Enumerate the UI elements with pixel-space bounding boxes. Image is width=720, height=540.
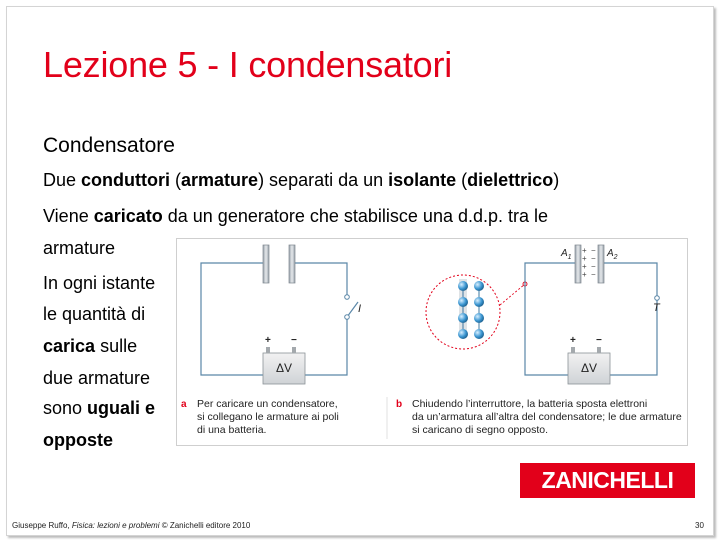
plus-sign: + — [582, 254, 587, 263]
plate-a1 — [263, 245, 269, 283]
switch-b-contact — [655, 296, 660, 301]
text-run: sono — [43, 398, 88, 418]
battery-terminal — [571, 347, 575, 353]
charging-line — [43, 206, 548, 227]
plus-sign: + — [582, 270, 587, 279]
page-number: 30 — [695, 521, 704, 530]
plus-sign: + — [265, 335, 271, 346]
side-text-3 — [43, 336, 137, 357]
side-text-6 — [43, 430, 113, 451]
bold-term: opposte — [43, 430, 113, 450]
switch-pivot — [345, 315, 350, 320]
minus-sign: − — [291, 335, 297, 346]
plate-label-a1 — [561, 248, 572, 261]
plate-subscript: 1 — [567, 254, 572, 261]
footer-book: Fisica: lezioni e problemi — [71, 521, 160, 530]
caption-line: da un’armatura all’altra del condensatore; le due armature — [412, 411, 682, 423]
caption-line: Chiudendo l’interruttore, la batteria sposta elettroni — [412, 398, 648, 410]
minus-sign: − — [591, 262, 596, 271]
plus-sign: + — [582, 246, 587, 255]
caption-line: Per caricare un condensatore, — [197, 398, 338, 410]
minus-sign: − — [591, 246, 596, 255]
side-text-5 — [43, 398, 155, 419]
caption-a — [197, 398, 339, 437]
text-run: Due — [43, 170, 82, 190]
caption-line: si caricano di segno opposto. — [412, 424, 549, 436]
text-run: ( — [456, 170, 468, 190]
text-run: ) separati da un — [258, 170, 389, 190]
side-text-2: le quantità di — [43, 304, 146, 324]
plate-label-a2 — [607, 248, 618, 261]
minus-sign: − — [591, 270, 596, 279]
footer-credit — [12, 521, 250, 530]
side-text-1: In ogni istante — [43, 273, 156, 293]
battery-terminal — [292, 347, 296, 353]
publisher-logo: ZANICHELLI — [520, 463, 695, 498]
text-run: da un generatore che stabilisce una d.d.p. tra le — [162, 206, 549, 226]
plate-letter: A — [561, 248, 568, 259]
minus-sign: − — [591, 254, 596, 263]
slide-title: Lezione 5 - I condensatori — [43, 44, 453, 85]
plate-b1 — [575, 245, 581, 283]
bold-term: armature — [181, 170, 259, 190]
caption-line: si collegano le armature ai poli — [197, 411, 339, 423]
slide-subtitle: Condensatore — [43, 134, 175, 157]
battery-b-label: ΔV — [580, 361, 598, 375]
bold-term: isolante — [388, 170, 457, 190]
bold-term: carica — [43, 336, 96, 356]
text-run: sulle — [95, 336, 138, 356]
bold-term: caricato — [93, 206, 163, 226]
bold-term: conduttori — [81, 170, 171, 190]
footer-publisher: © Zanichelli editore 2010 — [159, 521, 251, 530]
definition-line — [43, 170, 559, 191]
plate-subscript: 2 — [613, 254, 618, 261]
caption-a-letter: a — [181, 399, 187, 410]
bold-term: dielettrico — [467, 170, 554, 190]
text-run: Viene — [43, 206, 94, 226]
charging-line-cont: armature — [43, 238, 116, 258]
battery-terminal — [597, 347, 601, 353]
plate-a2 — [289, 245, 295, 283]
plus-sign: + — [582, 262, 587, 271]
minus-sign: − — [596, 335, 602, 346]
side-text-4: due armature — [43, 368, 151, 388]
battery-terminal — [266, 347, 270, 353]
footer-author: Giuseppe Ruffo, — [12, 521, 72, 530]
switch-label-b: T — [653, 302, 660, 314]
caption-b-letter: b — [396, 399, 403, 410]
battery-a-label: ΔV — [275, 361, 293, 375]
text-run: ) — [553, 170, 560, 190]
text-run: ( — [170, 170, 182, 190]
plate-letter: A — [607, 248, 614, 259]
capacitor-figure — [176, 238, 688, 446]
bold-term: uguali e — [87, 398, 156, 418]
charge-signs-minus — [591, 247, 596, 279]
plus-sign: + — [570, 335, 576, 346]
caption-line: di una batteria. — [197, 424, 267, 436]
charge-signs-plus — [582, 247, 587, 279]
caption-b — [412, 398, 682, 437]
plate-b2 — [598, 245, 604, 283]
switch-label-a: I — [358, 303, 362, 315]
switch-contact — [345, 295, 350, 300]
